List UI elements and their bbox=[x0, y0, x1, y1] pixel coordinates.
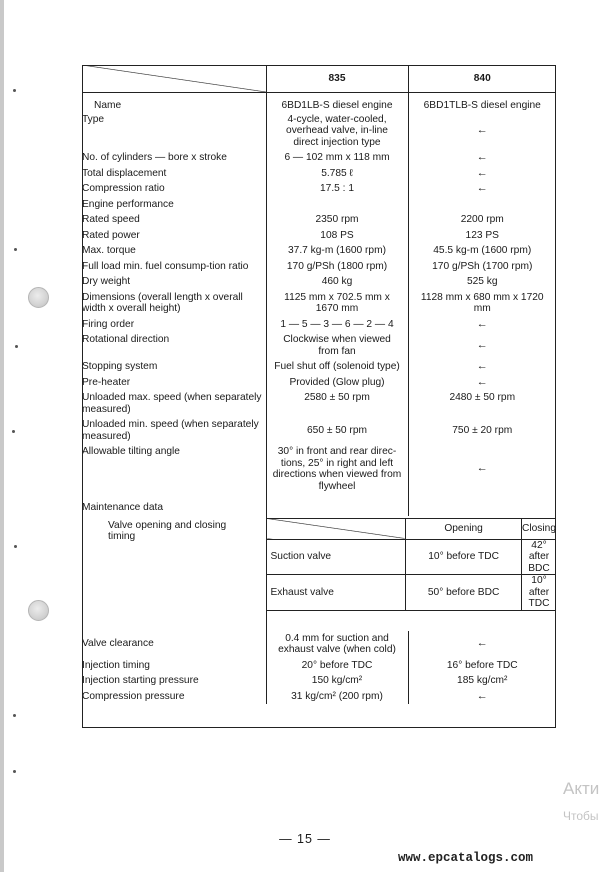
exhaust-opening: 50° before BDC bbox=[406, 575, 522, 611]
speck bbox=[13, 770, 16, 773]
row-label: Type bbox=[82, 113, 105, 125]
table-header-row bbox=[82, 65, 556, 93]
row-label: Firing order bbox=[82, 318, 135, 330]
value-835: 2580 ± 50 rpm bbox=[266, 390, 408, 417]
speck bbox=[12, 430, 15, 433]
spec-row-displacement bbox=[82, 166, 556, 182]
spec-row-max-torque bbox=[82, 243, 556, 259]
speck bbox=[13, 89, 16, 92]
page-number: — 15 — bbox=[279, 832, 331, 846]
value-840: 525 kg bbox=[408, 274, 556, 290]
value-835: 460 kg bbox=[266, 274, 408, 290]
row-label: Dry weight bbox=[82, 276, 131, 287]
spec-row-stopping bbox=[82, 359, 556, 375]
section-label: Maintenance data bbox=[82, 502, 163, 513]
spec-row-injection-timing bbox=[82, 658, 556, 674]
value-835: 37.7 kg-m (1600 rpm) bbox=[266, 243, 408, 259]
spec-row-type bbox=[82, 112, 556, 151]
spec-row-unloaded-min bbox=[82, 417, 556, 444]
speck bbox=[13, 714, 16, 717]
exhaust-valve-label: Exhaust valve bbox=[267, 575, 406, 611]
row-label: Name bbox=[94, 100, 122, 111]
value-835: 17.5 : 1 bbox=[266, 181, 408, 197]
row-label: Total displacement bbox=[82, 167, 167, 179]
spec-row-compression-ratio bbox=[82, 181, 556, 197]
value-835: 1125 mm x 702.5 mm x 1670 mm bbox=[266, 290, 408, 317]
value-840: 185 kg/cm² bbox=[408, 673, 556, 689]
spec-row-dry-weight bbox=[82, 274, 556, 290]
ditto-arrow: ← bbox=[408, 112, 556, 151]
row-label: Valve opening and closing timing bbox=[108, 519, 227, 542]
speck bbox=[14, 545, 17, 548]
value-840: 2200 rpm bbox=[408, 212, 556, 228]
row-label: Valve clearance bbox=[82, 638, 154, 650]
spec-row-valve-timing bbox=[82, 516, 556, 631]
col-opening: Opening bbox=[406, 518, 522, 539]
valve-timing-cell bbox=[266, 516, 556, 631]
ditto-arrow: ← bbox=[408, 150, 556, 166]
row-label: Rated power bbox=[82, 229, 140, 241]
row-label: Compression pressure bbox=[82, 690, 185, 702]
spec-row-rated-speed bbox=[82, 212, 556, 228]
value-835: 20° before TDC bbox=[266, 658, 408, 674]
site-watermark: www.epcatalogs.com bbox=[398, 851, 534, 865]
row-label: Unloaded min. speed (when separately measured) bbox=[82, 419, 259, 442]
row-label: Full load min. fuel consump-tion ratio bbox=[82, 260, 249, 272]
value-840: 170 g/PSh (1700 rpm) bbox=[408, 259, 556, 275]
value-835: 150 kg/cm² bbox=[266, 673, 408, 689]
row-label: Allowable tilting angle bbox=[82, 446, 180, 457]
ditto-arrow: ← bbox=[408, 689, 556, 705]
row-label: Injection timing bbox=[82, 659, 150, 671]
speck bbox=[15, 345, 18, 348]
spec-row-rated-power bbox=[82, 228, 556, 244]
engine-spec-table bbox=[82, 65, 556, 704]
value-835: Fuel shut off (solenoid type) bbox=[266, 359, 408, 375]
value-835: Provided (Glow plug) bbox=[266, 375, 408, 391]
value-835: 170 g/PSh (1800 rpm) bbox=[266, 259, 408, 275]
speck bbox=[14, 248, 17, 251]
spec-row-name bbox=[82, 93, 556, 112]
value-840: 1128 mm x 680 mm x 1720 mm bbox=[408, 290, 556, 317]
spec-row-valve-clearance bbox=[82, 631, 556, 658]
row-label: Max. torque bbox=[82, 245, 136, 256]
spec-row-engine-performance bbox=[82, 197, 556, 213]
suction-valve-label: Suction valve bbox=[267, 539, 406, 575]
col-closing: Closing bbox=[522, 518, 556, 539]
value-840: 750 ± 20 rpm bbox=[408, 417, 556, 444]
value-840: 6BD1TLB-S diesel engine bbox=[408, 93, 556, 112]
row-label: Unloaded max. speed (when separately measured) bbox=[82, 392, 262, 415]
os-activation-notice-title: Акти bbox=[563, 779, 600, 798]
value-835: 31 kg/cm² (200 rpm) bbox=[266, 689, 408, 705]
spec-row-firing-order bbox=[82, 317, 556, 333]
header-model-840: 840 bbox=[408, 65, 556, 93]
ditto-arrow: ← bbox=[408, 317, 556, 333]
ditto-arrow: ← bbox=[408, 181, 556, 197]
row-label: Injection starting pressure bbox=[82, 675, 199, 686]
suction-opening: 10° before TDC bbox=[406, 539, 522, 575]
spec-row-cylinders bbox=[82, 150, 556, 166]
row-label: Stopping system bbox=[82, 361, 158, 372]
value-835: 6BD1LB-S diesel engine bbox=[266, 93, 408, 112]
ditto-arrow: ← bbox=[408, 166, 556, 182]
suction-closing: 42° after BDC bbox=[522, 539, 556, 575]
spec-row-maintenance bbox=[82, 494, 556, 516]
ditto-arrow: ← bbox=[408, 375, 556, 391]
ditto-arrow: ← bbox=[408, 332, 556, 359]
spec-row-fuel-consumption bbox=[82, 259, 556, 275]
value-835: 2350 rpm bbox=[266, 212, 408, 228]
valve-timing-table bbox=[267, 518, 557, 611]
value-835: 650 ± 50 rpm bbox=[266, 417, 408, 444]
spec-row-rotation bbox=[82, 332, 556, 359]
spec-row-tilting bbox=[82, 444, 556, 494]
value-835: 5.785 ℓ bbox=[266, 166, 408, 182]
valve-timing-diagonal bbox=[267, 518, 406, 539]
ditto-arrow: ← bbox=[408, 631, 556, 658]
row-label: Rated speed bbox=[82, 214, 140, 225]
row-label: Rotational direction bbox=[82, 334, 170, 345]
value-840: 16° before TDC bbox=[408, 658, 556, 674]
spec-row-preheater bbox=[82, 375, 556, 391]
value-840: 123 PS bbox=[408, 228, 556, 244]
value-835: 6 — 102 mm x 118 mm bbox=[266, 150, 408, 166]
ditto-arrow: ← bbox=[408, 444, 556, 494]
section-label: Engine performance bbox=[82, 198, 174, 210]
value-835: Clockwise when viewed from fan bbox=[266, 332, 408, 359]
value-840: 45.5 kg-m (1600 rpm) bbox=[408, 243, 556, 259]
value-835: 1 — 5 — 3 — 6 — 2 — 4 bbox=[266, 317, 408, 333]
header-diagonal-cell bbox=[82, 65, 266, 93]
value-835: 0.4 mm for suction and exhaust valve (when cold) bbox=[266, 631, 408, 658]
spec-row-dimensions bbox=[82, 290, 556, 317]
spec-row-injection-pressure bbox=[82, 673, 556, 689]
value-840: 2480 ± 50 rpm bbox=[408, 390, 556, 417]
row-label: Compression ratio bbox=[82, 183, 165, 194]
row-label: Dimensions (overall length x overall width x overall height) bbox=[82, 291, 243, 314]
value-835: 108 PS bbox=[266, 228, 408, 244]
punch-hole-top bbox=[28, 287, 49, 308]
page-edge bbox=[0, 0, 4, 872]
row-label: Pre-heater bbox=[82, 376, 131, 388]
punch-hole-bottom bbox=[28, 600, 49, 621]
value-835: 4-cycle, water-cooled, overhead valve, in-line direct injection type bbox=[266, 112, 408, 151]
os-activation-notice-text: Чтобы bbox=[563, 809, 599, 823]
value-835: 30° in front and rear direc-tions, 25° in right and left directions when viewed from flywheel bbox=[266, 444, 408, 494]
exhaust-closing: 10° after TDC bbox=[522, 575, 556, 611]
spec-row-unloaded-max bbox=[82, 390, 556, 417]
spec-row-compression-pressure bbox=[82, 689, 556, 705]
ditto-arrow: ← bbox=[408, 359, 556, 375]
row-label: No. of cylinders — bore x stroke bbox=[82, 152, 227, 163]
header-model-835: 835 bbox=[266, 65, 408, 93]
